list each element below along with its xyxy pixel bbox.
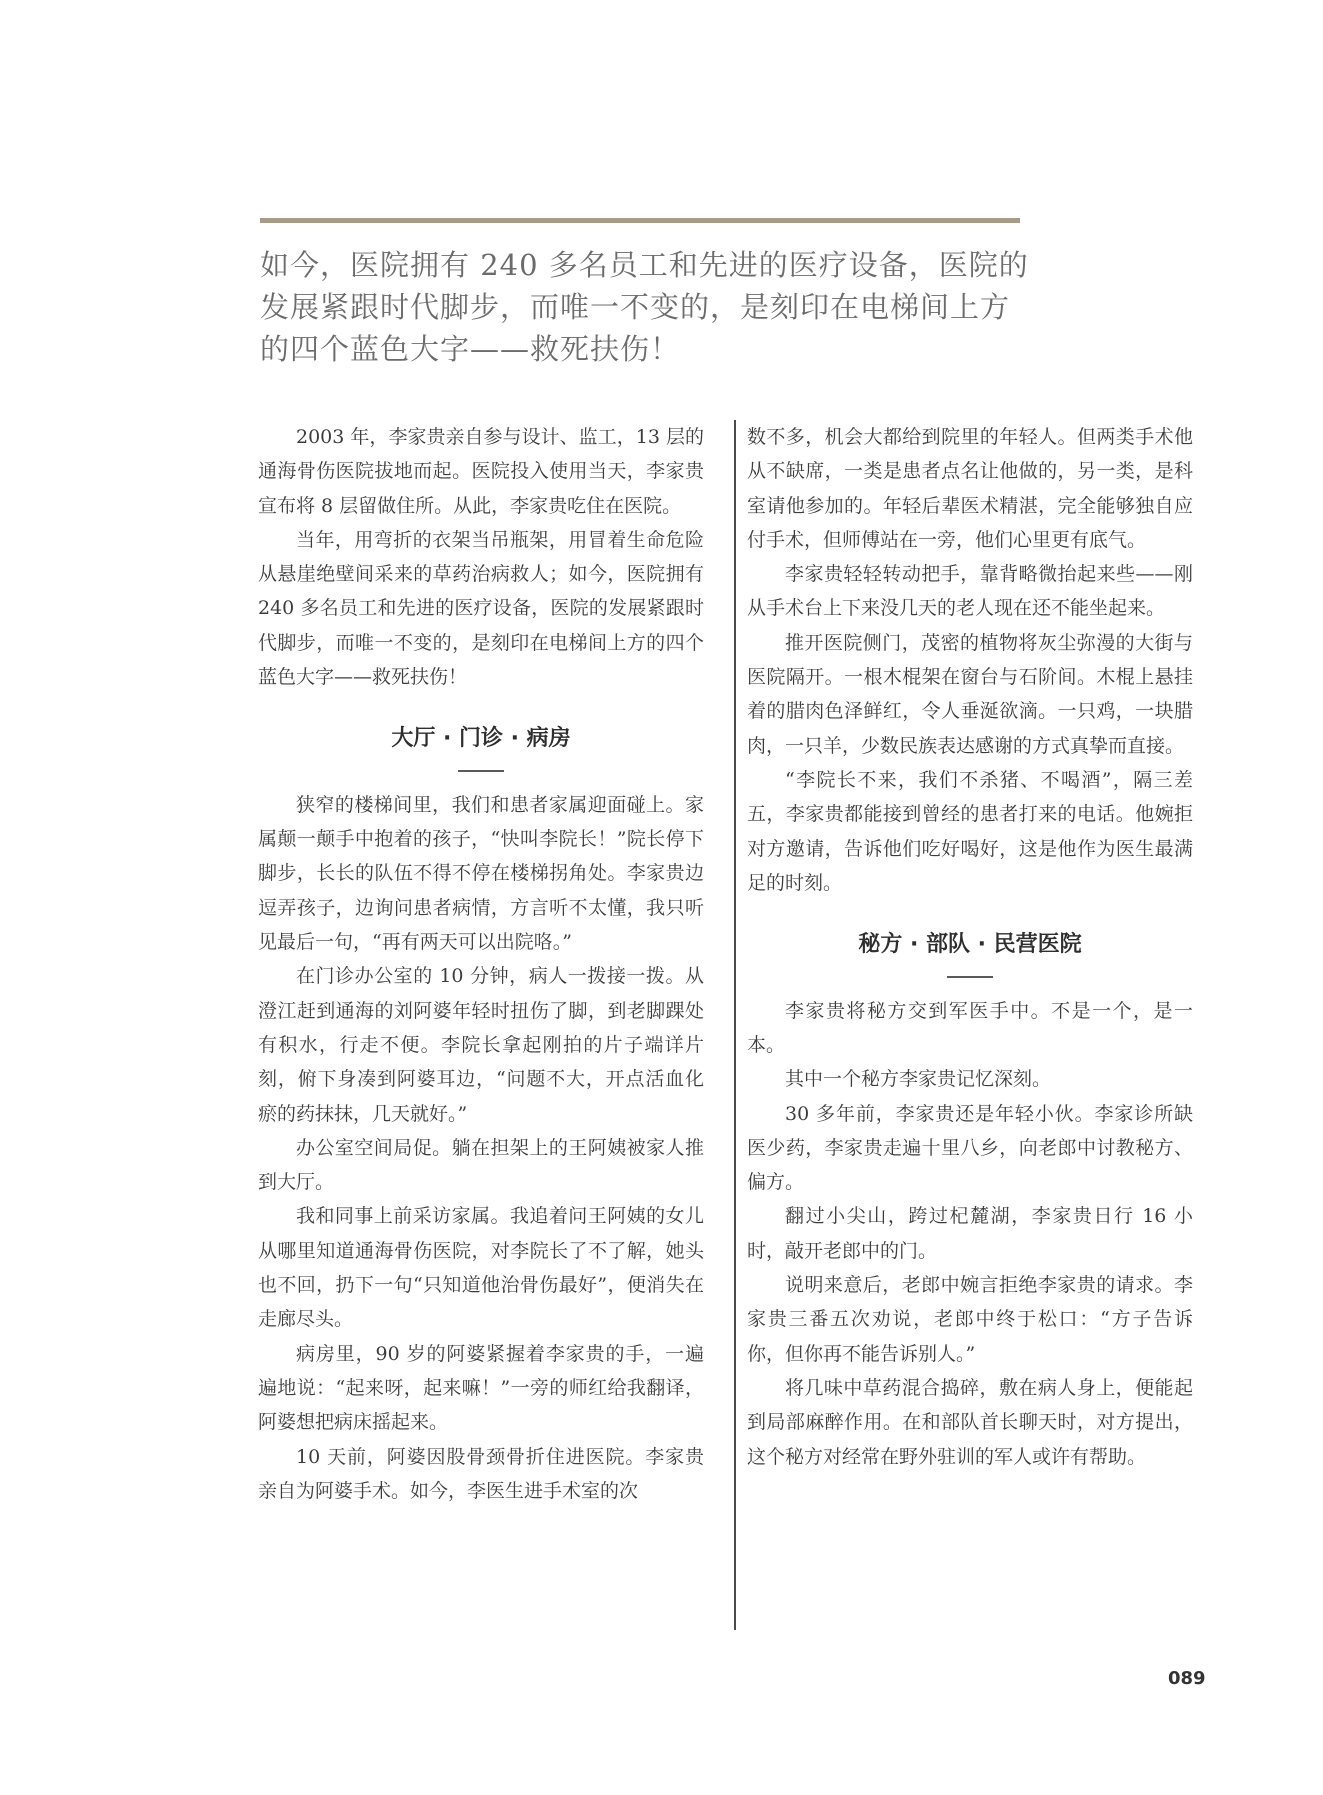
page-number: 089: [1168, 1668, 1206, 1689]
paragraph: 我和同事上前采访家属。我追着问王阿姨的女儿从哪里知道通海骨伤医院，对李院长了不了解，她头也不回，扔下一句“只知道他治骨伤最好”，便消失在走廊尽头。: [258, 1205, 704, 1331]
paragraph: 病房里，90 岁的阿婆紧握着李家贵的手，一遍遍地说：“起来呀，起来嘛！”一旁的师红给我翻译，阿婆想把病床摇起来。: [258, 1342, 704, 1434]
left-column: [258, 420, 704, 1508]
section-dash: [947, 976, 993, 978]
paragraph: 将几味中草药混合捣碎，敷在病人身上，便能起到局部麻醉作用。在和部队首长聊天时，对方提出，这个秘方对经常在野外驻训的军人或许有帮助。: [747, 1376, 1193, 1468]
section-heading: 大厅 · 门诊 · 病房: [391, 726, 571, 752]
paragraph: 推开医院侧门，茂密的植物将灰尘弥漫的大街与医院隔开。一根木棍架在窗台与石阶间。木棍上悬挂着的腊肉色泽鲜红，令人垂涎欲滴。一只鸡，一块腊肉，一只羊，少数民族表达感谢的方式真挚而直接。: [747, 631, 1193, 757]
paragraph: 其中一个秘方李家贵记忆深刻。: [785, 1068, 1052, 1091]
paragraph: “李院长不来，我们不杀猪、不喝酒”，隔三差五，李家贵都能接到曾经的患者打来的电话。他婉拒对方邀请，告诉他们吃好喝好，这是他作为医生最满足的时刻。: [747, 768, 1193, 894]
right-column: [747, 420, 1193, 1474]
section-dash: [458, 770, 504, 772]
paragraph: 10 天前，阿婆因股骨颈骨折住进医院。李家贵亲自为阿婆手术。如今，李医生进手术室的次: [258, 1445, 704, 1502]
paragraph: 数不多，机会大都给到院里的年轻人。但两类手术他从不缺席，一类是患者点名让他做的，另一类，是科室请他参加的。年轻后辈医术精湛，完全能够独自应付手术，但师傅站在一旁，他们心里更有底气。: [747, 426, 1193, 551]
section-heading: 秘方 · 部队 · 民营医院: [858, 932, 1082, 958]
paragraph: 狭窄的楼梯间里，我们和患者家属迎面碰上。家属颠一颠手中抱着的孩子，“快叫李院长！”院长停下脚步，长长的队伍不得不停在楼梯拐角处。李家贵边逗弄孩子，边询问患者病情，方言听不太懂，我只听见最后一句，“再有两天可以出院咯。”: [258, 793, 704, 954]
column-divider: [734, 420, 736, 1630]
paragraph: 30 多年前，李家贵还是年轻小伙。李家诊所缺医少药，李家贵走遍十里八乡，向老郎中讨教秘方、偏方。: [747, 1102, 1193, 1194]
paragraph: 李家贵将秘方交到军医手中。不是一个，是一本。: [747, 999, 1193, 1056]
paragraph: 翻过小尖山，跨过杞麓湖，李家贵日行 16 小时，敲开老郎中的门。: [747, 1205, 1193, 1262]
paragraph: 当年，用弯折的衣架当吊瓶架，用冒着生命危险从悬崖绝壁间采来的草药治病救人；如今，医院拥有 240 多名员工和先进的医疗设备，医院的发展紧跟时代脚步，而唯一不变的，是刻印在电梯间上方的四个蓝色大字——救死扶伤！: [258, 528, 704, 689]
pull-quote: 如今，医院拥有 240 多名员工和先进的医疗设备，医院的发展紧跟时代脚步，而唯一不变的，是刻印在电梯间上方的四个蓝色大字——救死扶伤！: [260, 248, 1029, 366]
paragraph: 李家贵轻轻转动把手，靠背略微抬起来些——刚从手术台上下来没几天的老人现在还不能坐起来。: [747, 563, 1193, 620]
top-rule: [260, 218, 1020, 223]
paragraph: 2003 年，李家贵亲自参与设计、监工，13 层的通海骨伤医院拔地而起。医院投入使用当天，李家贵宣布将 8 层留做住所。从此，李家贵吃住在医院。: [258, 426, 704, 517]
paragraph: 办公室空间局促。躺在担架上的王阿姨被家人推到大厅。: [258, 1136, 704, 1194]
paragraph: 在门诊办公室的 10 分钟，病人一拨接一拨。从澄江赶到通海的刘阿婆年轻时扭伤了脚，到老脚踝处有积水，行走不便。李院长拿起刚拍的片子端详片刻，俯下身凑到阿婆耳边，“问题不大，开点活血化瘀的药抹抹，几天就好。”: [258, 965, 704, 1125]
paragraph: 说明来意后，老郎中婉言拒绝李家贵的请求。李家贵三番五次劝说，老郎中终于松口：“方子告诉你，但你再不能告诉别人。”: [747, 1274, 1193, 1365]
